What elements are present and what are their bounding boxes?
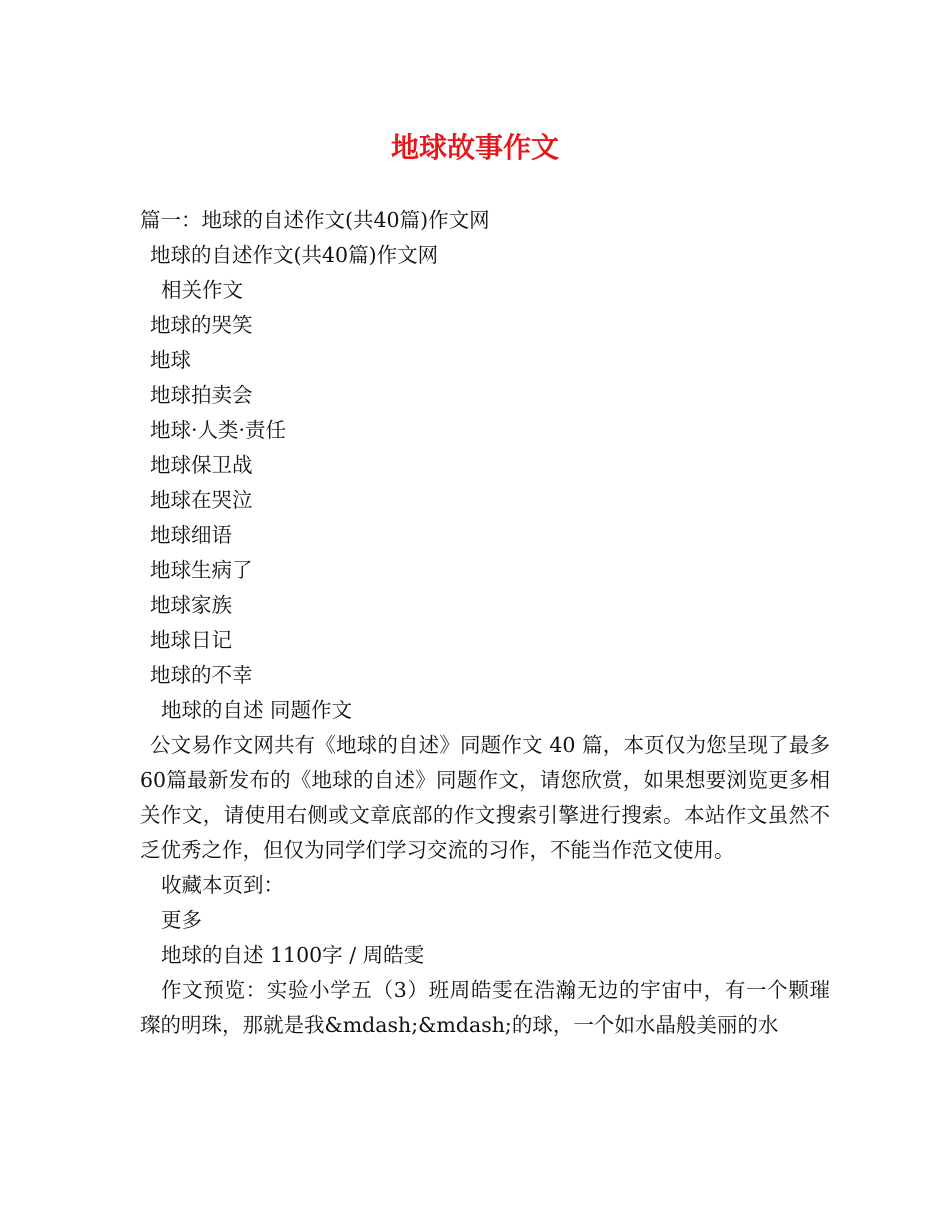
document-body (140, 203, 830, 1043)
related-item[interactable]: 地球的哭笑 (150, 313, 253, 337)
document-title: 地球故事作文 (390, 131, 559, 164)
essay-entry[interactable]: 地球的自述 1100字 / 周皓雯 (161, 943, 425, 967)
related-item[interactable]: 地球保卫战 (150, 453, 253, 477)
bookmark-label: 收藏本页到： (161, 873, 284, 897)
related-list (140, 308, 830, 693)
intro-paragraph: 公文易作文网共有《地球的自述》同题作文 40 篇，本页仅为您呈现了最多60篇最新发布的《地球的自述》同题作文，请您欣赏，如果想要浏览更多相关作文，请使用右侧或文章底部的作文搜索引擎进行搜索。本站作文虽然不乏优秀之作，但仅为同学们学习交流的习作，不能当作范文使用。 (140, 733, 830, 862)
related-label: 相关作文 (161, 278, 243, 302)
more-link[interactable]: 更多 (161, 908, 202, 932)
related-item[interactable]: 地球生病了 (150, 558, 253, 582)
subheading: 地球的自述作文(共40篇)作文网 (150, 243, 439, 267)
related-item[interactable]: 地球家族 (150, 593, 232, 617)
related-item[interactable]: 地球·人类·责任 (150, 418, 287, 442)
related-item[interactable]: 地球拍卖会 (150, 383, 253, 407)
related-item[interactable]: 地球 (150, 348, 191, 372)
related-item[interactable]: 地球日记 (150, 628, 232, 652)
related-item[interactable]: 地球的不幸 (150, 663, 253, 687)
related-item[interactable]: 地球在哭泣 (150, 488, 253, 512)
same-topic-label: 地球的自述 同题作文 (161, 698, 353, 722)
section-heading: 篇一：地球的自述作文(共40篇)作文网 (140, 208, 490, 232)
preview-paragraph: 作文预览：实验小学五（3）班周皓雯在浩瀚无边的宇宙中，有一个颗璀璨的明珠，那就是我&mdash;&mdash;的球，一个如水晶般美丽的水 (140, 978, 830, 1037)
related-item[interactable]: 地球细语 (150, 523, 232, 547)
